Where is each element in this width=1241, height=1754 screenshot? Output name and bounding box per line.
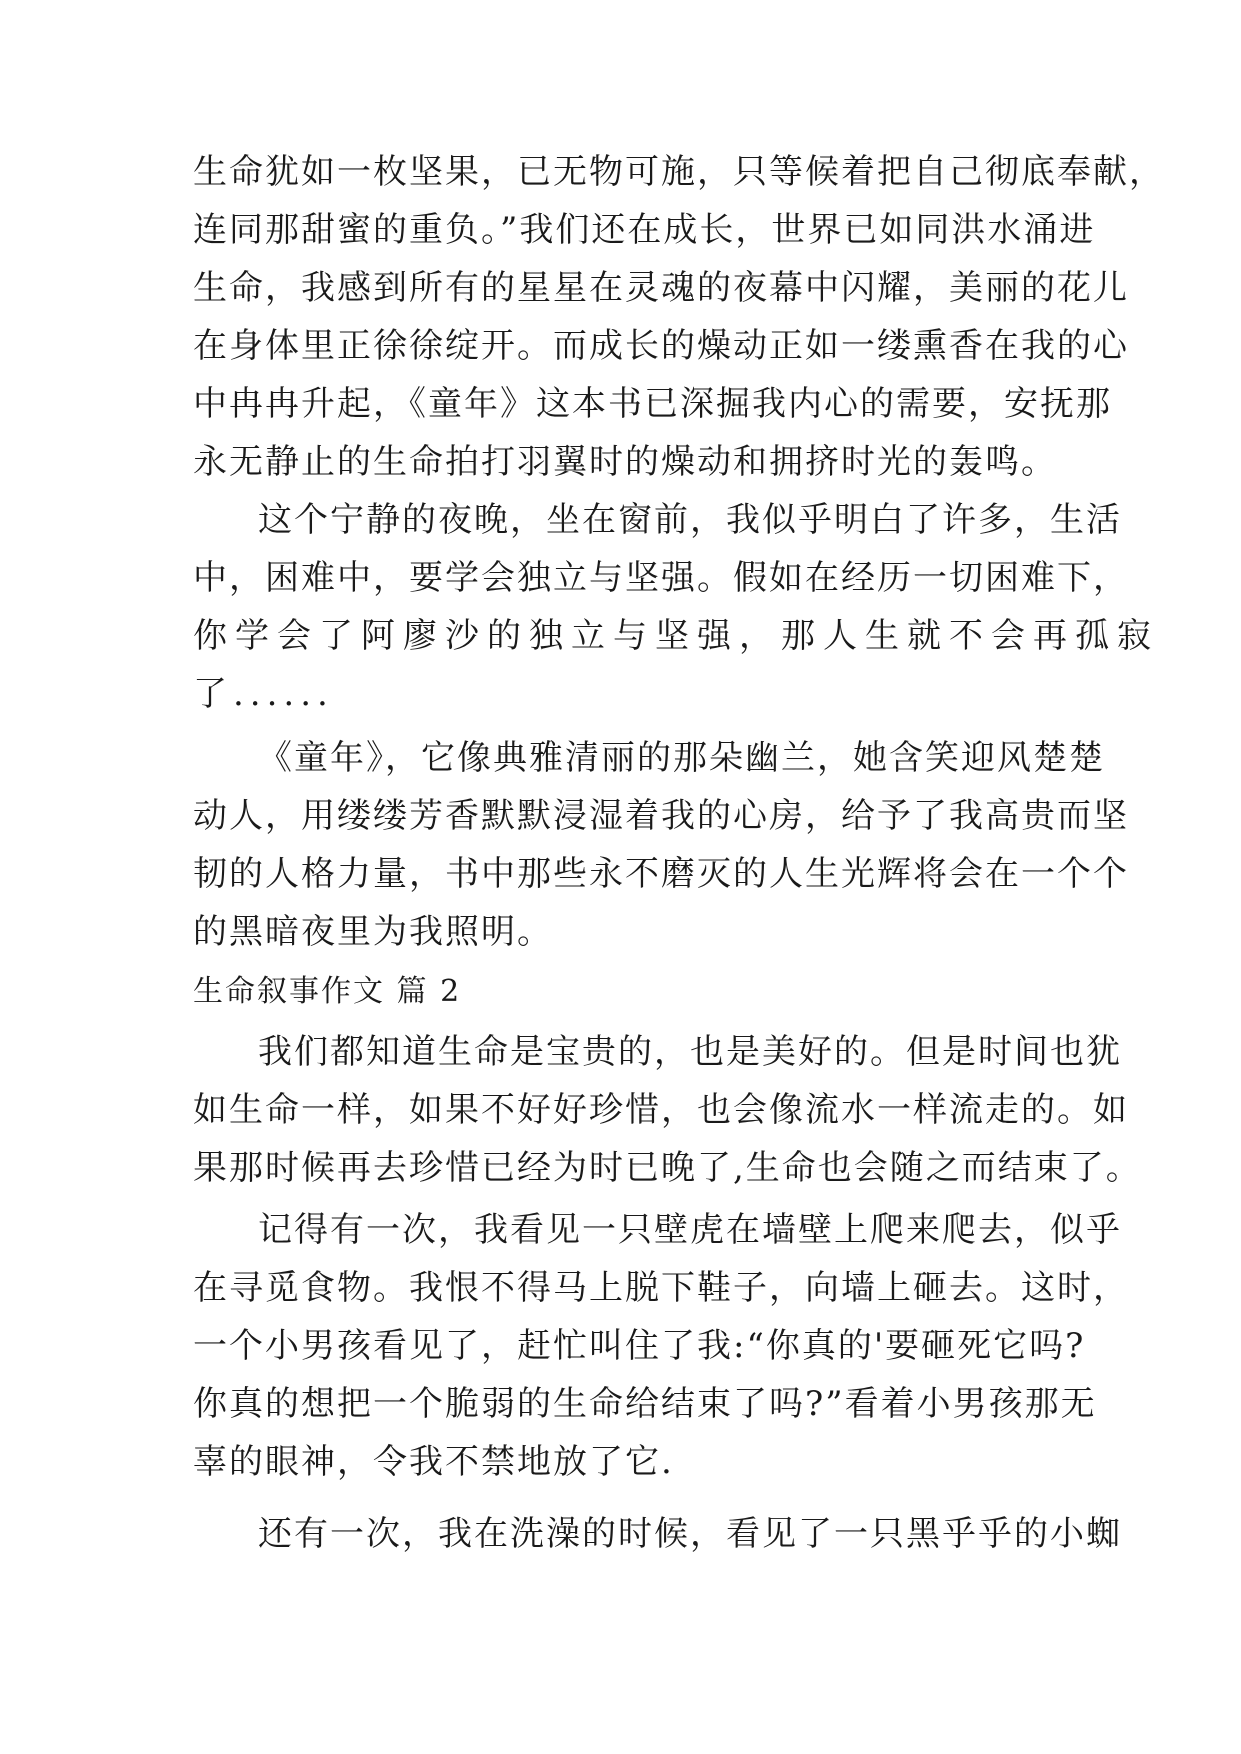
text-line: 你学会了阿廖沙的独立与坚强，那人生就不会再孤寂 — [193, 616, 1159, 656]
text-line: 我们都知道生命是宝贵的，也是美好的。但是时间也犹 — [258, 1032, 1122, 1072]
text-line: 《童年》，它像典雅清丽的那朵幽兰，她含笑迎风楚楚 — [258, 738, 1105, 778]
text-line: 中，困难中，要学会独立与坚强。假如在经历一切困难下， — [193, 558, 1129, 598]
text-line: 生命犹如一枚坚果，已无物可施，只等候着把自己彻底奉献， — [193, 152, 1165, 192]
text-line: 生命，我感到所有的星星在灵魂的夜幕中闪耀，美丽的花儿 — [193, 268, 1129, 308]
text-line: 还有一次，我在洗澡的时候，看见了一只黑乎乎的小蜘 — [258, 1514, 1122, 1554]
section-heading: 生命叙事作文 篇 2 — [193, 974, 462, 1009]
text-line: 动人，用缕缕芳香默默浸湿着我的心房，给予了我高贵而坚 — [193, 796, 1129, 836]
text-line: 在寻觅食物。我恨不得马上脱下鞋子，向墙上砸去。这时， — [193, 1268, 1129, 1308]
text-line: 了...... — [193, 674, 334, 714]
text-line: 中冉冉升起，《童年》这本书已深掘我内心的需要，安抚那 — [193, 384, 1112, 424]
text-line: 永无静止的生命拍打羽翼时的燥动和拥挤时光的轰鸣。 — [193, 442, 1057, 482]
text-line: 果那时候再去珍惜已经为时已晚了,生命也会随之而结束了。 — [193, 1148, 1142, 1188]
text-line: 如生命一样，如果不好好珍惜，也会像流水一样流走的。如 — [193, 1090, 1129, 1130]
text-line: 一个小男孩看见了，赶忙叫住了我:“你真的'要砸死它吗? — [193, 1326, 1086, 1366]
text-line: 这个宁静的夜晚，坐在窗前，我似乎明白了许多，生活 — [258, 500, 1122, 540]
text-line: 在身体里正徐徐绽开。而成长的燥动正如一缕熏香在我的心 — [193, 326, 1129, 366]
text-line: 的黑暗夜里为我照明。 — [193, 912, 553, 952]
text-line: 连同那甜蜜的重负。”我们还在成长，世界已如同洪水涌进 — [193, 210, 1096, 250]
text-line: 韧的人格力量，书中那些永不磨灭的人生光辉将会在一个个 — [193, 854, 1129, 894]
text-line: 记得有一次，我看见一只壁虎在墙壁上爬来爬去，似乎 — [258, 1210, 1122, 1250]
text-line: 辜的眼神，令我不禁地放了它. — [193, 1442, 674, 1482]
text-line: 你真的想把一个脆弱的生命给结束了吗?”看着小男孩那无 — [193, 1384, 1097, 1424]
